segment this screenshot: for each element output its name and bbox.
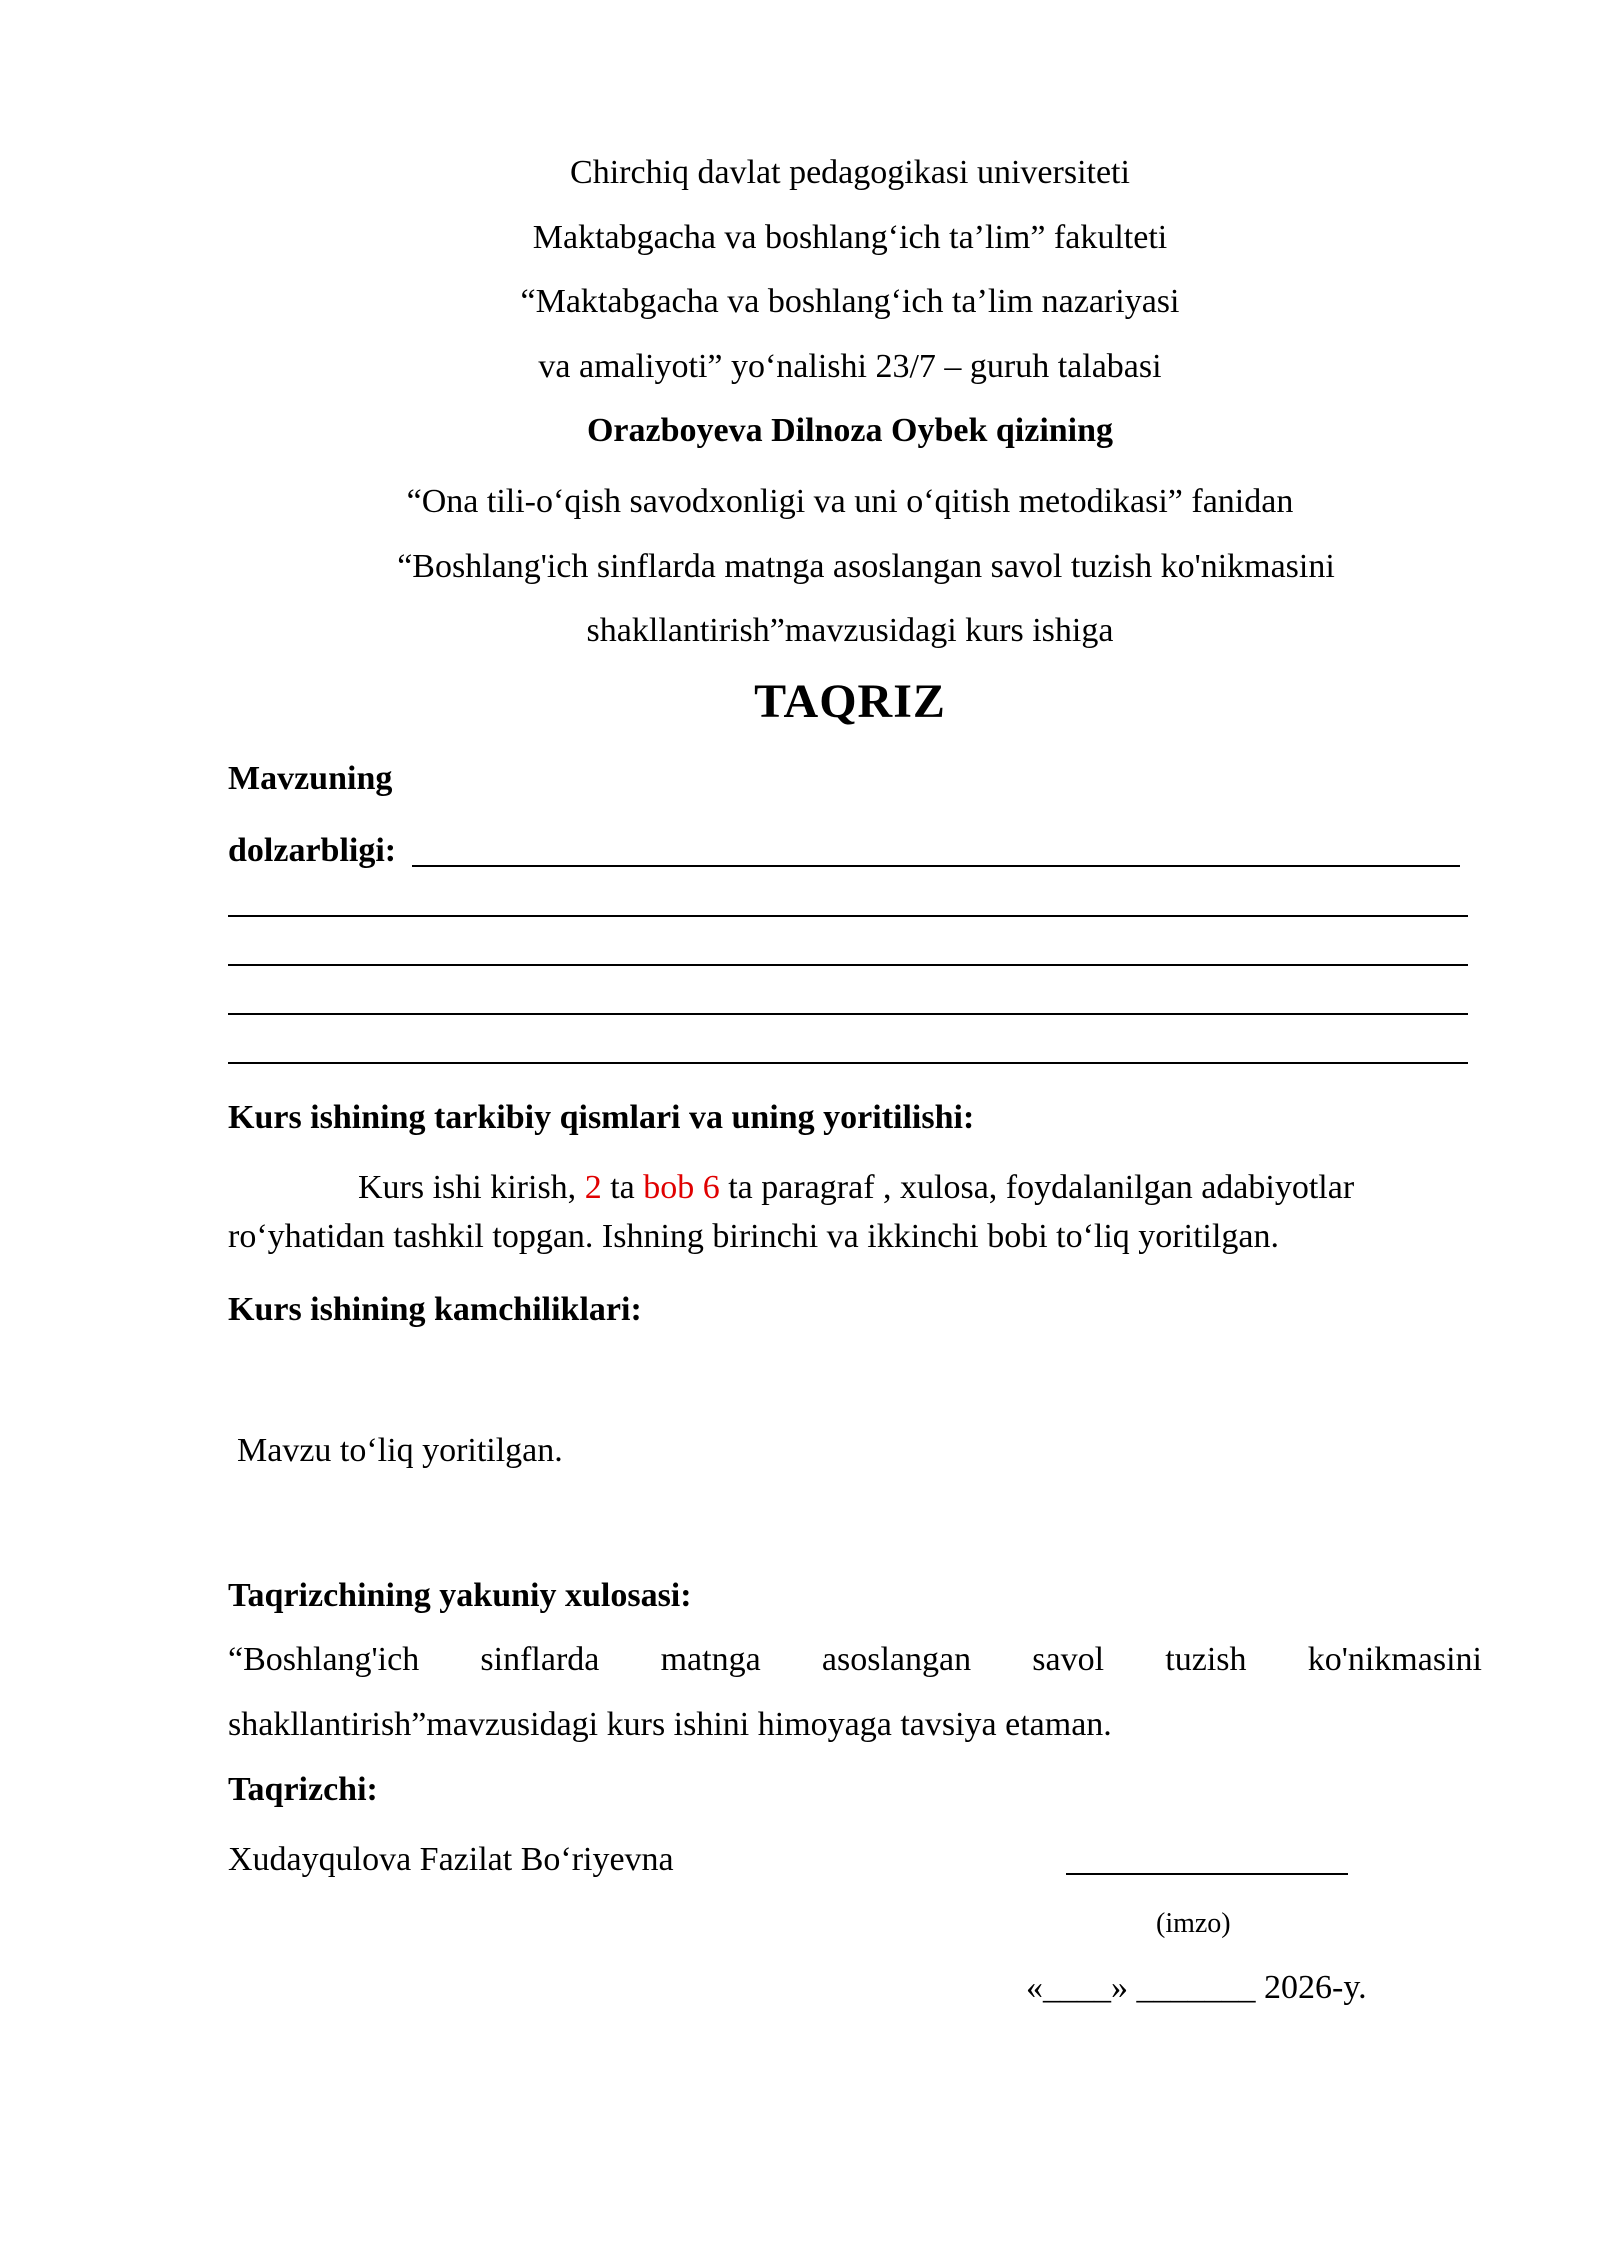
review-date: «____» _______ 2026-y.	[1026, 1969, 1367, 2006]
student-name: Orazboyeva Dilnoza Oybek qizining	[586, 412, 1114, 449]
conclusion-word: sinflarda	[480, 1641, 600, 1678]
relevance-underline-2	[228, 915, 1468, 917]
relevance-underline-5	[228, 1062, 1468, 1064]
conclusion-heading: Taqrizchining yakuniy xulosasi:	[228, 1577, 692, 1614]
topic-line-1: “Boshlang'ich sinflarda matnga asoslangan savol tuzish ko'nikmasini	[397, 548, 1335, 585]
conclusion-word: tuzish	[1165, 1641, 1247, 1678]
structure-text-rest: ta paragraf , xulosa, foydalanilgan adabiyotlar	[719, 1169, 1355, 1206]
reviewer-heading: Taqrizchi:	[228, 1771, 378, 1808]
relevance-underline-4	[228, 1013, 1468, 1015]
structure-num-highlight: 2	[584, 1169, 602, 1206]
structure-paragraph-line-2: ro‘yhatidan tashkil topgan. Ishning birinchi va ikkinchi bobi to‘liq yoritilgan.	[228, 1218, 1279, 1255]
document-title: TAQRIZ	[754, 675, 946, 728]
structure-heading: Kurs ishining tarkibiy qismlari va uning yoritilishi:	[228, 1099, 975, 1136]
structure-text-start: Kurs ishi kirish,	[358, 1169, 585, 1206]
relevance-label-1: Mavzuning	[228, 760, 393, 797]
conclusion-word: savol	[1032, 1641, 1105, 1678]
reviewer-name: Xudayqulova Fazilat Bo‘riyevna	[228, 1841, 674, 1878]
structure-paragraph-line-1	[358, 1166, 1354, 1210]
relevance-underline-1	[412, 865, 1460, 867]
subject-line: “Ona tili-o‘qish savodxonligi va uni o‘qitish metodikasi” fanidan	[406, 483, 1294, 520]
structure-bob-highlight: bob 6	[643, 1169, 720, 1206]
topic-line-2: shakllantirish”mavzusidagi kurs ishiga	[586, 612, 1114, 649]
faculty-name: Maktabgacha va boshlang‘ich ta’lim” fakulteti	[532, 219, 1168, 256]
conclusion-line-1	[228, 1638, 1482, 1682]
direction-line-1: “Maktabgacha va boshlang‘ich ta’lim nazariyasi	[520, 283, 1180, 320]
signature-line	[1066, 1873, 1348, 1875]
shortcomings-heading: Kurs ishining kamchiliklari:	[228, 1291, 642, 1328]
conclusion-line-2: shakllantirish”mavzusidagi kurs ishini himoyaga tavsiya etaman.	[228, 1706, 1112, 1743]
direction-line-2: va amaliyoti” yo‘nalishi 23/7 – guruh talabasi	[538, 348, 1162, 385]
conclusion-word: ko'nikmasini	[1307, 1641, 1482, 1678]
conclusion-word: “Boshlang'ich	[228, 1641, 420, 1678]
structure-text-ta: ta	[601, 1169, 644, 1206]
university-name: Chirchiq davlat pedagogikasi universiteti	[570, 154, 1130, 191]
relevance-label-2: dolzarbligi:	[228, 832, 397, 869]
conclusion-word: asoslangan	[821, 1641, 972, 1678]
conclusion-word: matnga	[660, 1641, 761, 1678]
relevance-underline-3	[228, 964, 1468, 966]
signature-label: (imzo)	[1156, 1908, 1231, 1939]
shortcomings-text: Mavzu to‘liq yoritilgan.	[237, 1432, 563, 1469]
